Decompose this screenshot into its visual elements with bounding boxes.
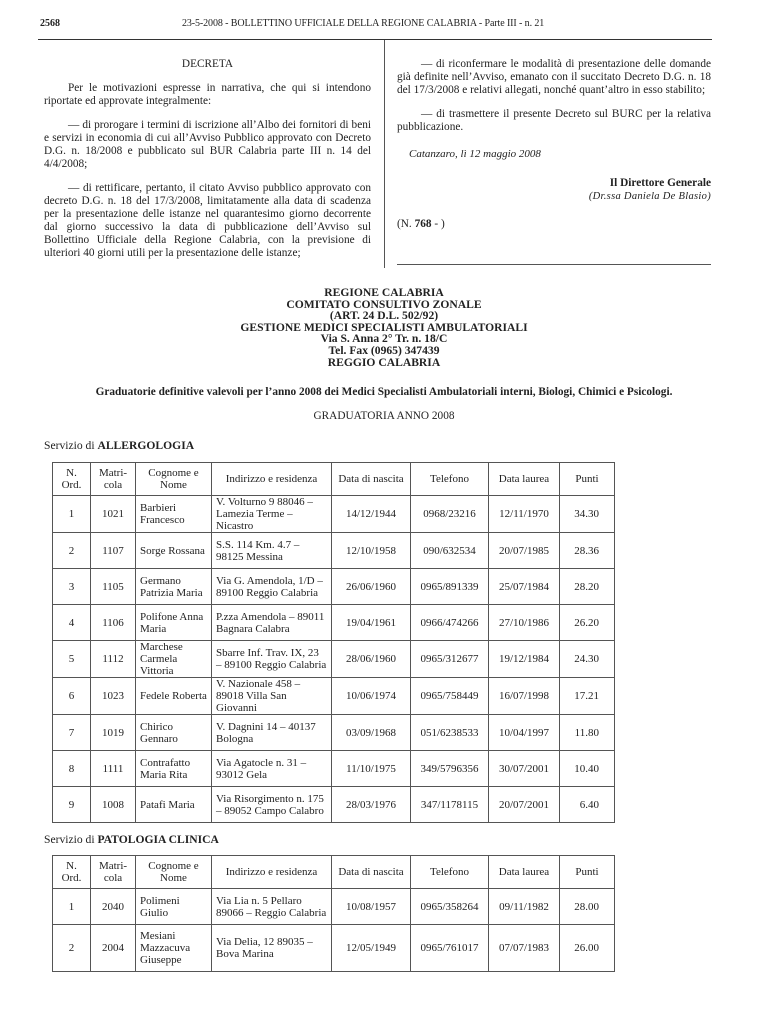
cell-nascita: 26/06/1960 bbox=[332, 569, 411, 605]
protocol-value: 768 bbox=[414, 218, 432, 230]
cell-indirizzo: Via Agatocle n. 31 – 93012 Gela bbox=[212, 751, 332, 787]
cell-laurea: 07/07/1983 bbox=[489, 925, 560, 972]
table-row bbox=[53, 715, 615, 751]
cell-indirizzo: Via G. Amendola, 1/D – 89100 Reggio Calabria bbox=[212, 569, 332, 605]
table-row bbox=[53, 751, 615, 787]
cell-punti: 34.30 bbox=[560, 496, 615, 533]
col-header-matricola: Matri- cola bbox=[91, 856, 136, 889]
cell-nome: Contrafatto Maria Rita bbox=[136, 751, 212, 787]
cell-nascita: 14/12/1944 bbox=[332, 496, 411, 533]
ranking-subtitle: GRADUATORIA ANNO 2008 bbox=[313, 410, 455, 422]
cell-nascita: 11/10/1975 bbox=[332, 751, 411, 787]
notice-line: Tel. Fax (0965) 347439 bbox=[328, 343, 440, 357]
service-label-allergologia bbox=[44, 439, 194, 452]
notice-line: REGIONE CALABRIA bbox=[324, 286, 444, 299]
cell-nome: Germano Patrizia Maria bbox=[136, 569, 212, 605]
ranking-table-patologia-clinica bbox=[52, 855, 615, 972]
cell-laurea: 20/07/2001 bbox=[489, 787, 560, 823]
cell-matricola: 1107 bbox=[91, 533, 136, 569]
cell-telefono: 347/1178115 bbox=[411, 787, 489, 823]
service-name: PATOLOGIA CLINICA bbox=[97, 833, 219, 846]
cell-matricola: 1112 bbox=[91, 641, 136, 678]
cell-nome: Chirico Gennaro bbox=[136, 715, 212, 751]
cell-indirizzo: V. Volturno 9 88046 – Lamezia Terme – Nicastro bbox=[212, 496, 332, 533]
decree-paragraph: — di trasmettere il presente Decreto sul BURC per la relativa pubblicazione. bbox=[397, 108, 711, 133]
cell-punti: 28.00 bbox=[560, 889, 615, 925]
place-date: Catanzaro, lì 12 maggio 2008 bbox=[409, 148, 541, 160]
decree-paragraph: Per le motivazioni espresse in narrativa, che qui si intendono riportate ed approvate integralmente: bbox=[44, 82, 371, 107]
cell-telefono: 349/5796356 bbox=[411, 751, 489, 787]
notice-line: (ART. 24 D.L. 502/92) bbox=[329, 309, 439, 323]
cell-laurea: 25/07/1984 bbox=[489, 569, 560, 605]
cell-ord: 1 bbox=[53, 496, 91, 533]
cell-matricola: 1021 bbox=[91, 496, 136, 533]
col-header-nome: Cognome e Nome bbox=[136, 463, 212, 496]
cell-nome: Polifone Anna Maria bbox=[136, 605, 212, 641]
table-header-row bbox=[53, 463, 615, 496]
cell-punti: 6.40 bbox=[560, 787, 615, 823]
cell-laurea: 19/12/1984 bbox=[489, 641, 560, 678]
cell-ord: 9 bbox=[53, 787, 91, 823]
cell-ord: 1 bbox=[53, 889, 91, 925]
notice-header-block bbox=[0, 287, 768, 368]
cell-matricola: 2004 bbox=[91, 925, 136, 972]
cell-laurea: 30/07/2001 bbox=[489, 751, 560, 787]
cell-telefono: 0965/761017 bbox=[411, 925, 489, 972]
cell-telefono: 0965/891339 bbox=[411, 569, 489, 605]
col-header-ord: N. Ord. bbox=[53, 856, 91, 889]
cell-matricola: 1019 bbox=[91, 715, 136, 751]
decree-paragraph: — di riconfermare le modalità di presentazione delle domande già definite nell’Avviso, emanato con il succitato Decreto D.G. n. 18 del 17/3/2008 e relativi allegati, nonché quant’altro in esso stabilito; bbox=[397, 58, 711, 96]
notice-line: GESTIONE MEDICI SPECIALISTI AMBULATORIALI bbox=[240, 320, 528, 334]
cell-ord: 8 bbox=[53, 751, 91, 787]
table-row bbox=[53, 533, 615, 569]
cell-telefono: 0965/758449 bbox=[411, 678, 489, 715]
decree-left-column bbox=[44, 58, 371, 271]
cell-indirizzo: V. Nazionale 458 – 89018 Villa San Giovanni bbox=[212, 678, 332, 715]
table-header-row bbox=[53, 856, 615, 889]
cell-laurea: 20/07/1985 bbox=[489, 533, 560, 569]
service-label-patologia-clinica bbox=[44, 833, 219, 846]
cell-ord: 6 bbox=[53, 678, 91, 715]
col-header-ord: N. Ord. bbox=[53, 463, 91, 496]
cell-ord: 7 bbox=[53, 715, 91, 751]
col-header-punti: Punti bbox=[560, 856, 615, 889]
page-number: 2568 bbox=[40, 18, 60, 29]
cell-matricola: 1023 bbox=[91, 678, 136, 715]
cell-laurea: 10/04/1997 bbox=[489, 715, 560, 751]
service-prefix: Servizio di bbox=[44, 439, 98, 452]
col-header-indirizzo: Indirizzo e residenza bbox=[212, 856, 332, 889]
cell-laurea: 12/11/1970 bbox=[489, 496, 560, 533]
col-header-punti: Punti bbox=[560, 463, 615, 496]
col-header-laurea: Data laurea bbox=[489, 463, 560, 496]
cell-matricola: 1008 bbox=[91, 787, 136, 823]
table-row bbox=[53, 889, 615, 925]
table-row bbox=[53, 787, 615, 823]
cell-punti: 10.40 bbox=[560, 751, 615, 787]
cell-matricola: 2040 bbox=[91, 889, 136, 925]
ranking-title: Graduatorie definitive valevoli per l’anno 2008 dei Medici Specialisti Ambulatoriali interni, Biologi, Chimici e Psicologi. bbox=[95, 386, 673, 398]
cell-telefono: 090/632534 bbox=[411, 533, 489, 569]
cell-punti: 26.20 bbox=[560, 605, 615, 641]
cell-ord: 3 bbox=[53, 569, 91, 605]
cell-matricola: 1106 bbox=[91, 605, 136, 641]
cell-nome: Barbieri Francesco bbox=[136, 496, 212, 533]
cell-ord: 2 bbox=[53, 925, 91, 972]
cell-punti: 28.20 bbox=[560, 569, 615, 605]
cell-ord: 2 bbox=[53, 533, 91, 569]
bulletin-header-title: 23-5-2008 - BOLLETTINO UFFICIALE DELLA REGIONE CALABRIA - Parte III - n. 21 bbox=[182, 18, 545, 29]
cell-nascita: 28/03/1976 bbox=[332, 787, 411, 823]
table-row bbox=[53, 605, 615, 641]
decree-paragraph: — di rettificare, pertanto, il citato Avviso pubblico approvato con decreto D.G. n. 18 del 17/3/2008, limitatamente alla data di scadenza per la presentazione delle istanze nel quarantesimo giorno decorrente dal giorno successivo la data di pubblicazione dell’Avviso sul Bollettino Ufficiale della Regione Calabria, con la previsione di ulteriori 40 giorni utili per la presentazione delle istanze; bbox=[44, 182, 371, 259]
cell-nome: Patafi Maria bbox=[136, 787, 212, 823]
col-header-nome: Cognome e Nome bbox=[136, 856, 212, 889]
cell-telefono: 0965/312677 bbox=[411, 641, 489, 678]
cell-laurea: 16/07/1998 bbox=[489, 678, 560, 715]
cell-matricola: 1105 bbox=[91, 569, 136, 605]
cell-telefono: 051/6238533 bbox=[411, 715, 489, 751]
cell-nascita: 12/05/1949 bbox=[332, 925, 411, 972]
section-end-rule bbox=[397, 264, 711, 265]
cell-laurea: 27/10/1986 bbox=[489, 605, 560, 641]
decree-paragraph: — di prorogare i termini di iscrizione all’Albo dei fornitori di beni e servizi in economia di cui all’Avviso Pubblico approvato con Decreto D.G. n. 18/2008 e pubblicato sul BUR Calabria parte III n. 14 del 4/4/2008; bbox=[44, 119, 371, 170]
protocol-prefix: (N. bbox=[397, 218, 415, 230]
cell-nascita: 03/09/1968 bbox=[332, 715, 411, 751]
cell-nascita: 10/06/1974 bbox=[332, 678, 411, 715]
col-header-matricola: Matri- cola bbox=[91, 463, 136, 496]
cell-telefono: 0968/23216 bbox=[411, 496, 489, 533]
signer-name: (Dr.ssa Daniela De Blasio) bbox=[588, 191, 711, 202]
col-header-nascita: Data di nascita bbox=[332, 856, 411, 889]
ranking-table-allergologia bbox=[52, 462, 615, 823]
col-header-telefono: Telefono bbox=[411, 463, 489, 496]
cell-indirizzo: S.S. 114 Km. 4.7 – 98125 Messina bbox=[212, 533, 332, 569]
cell-nascita: 10/08/1957 bbox=[332, 889, 411, 925]
cell-laurea: 09/11/1982 bbox=[489, 889, 560, 925]
cell-nome: Polimeni Giulio bbox=[136, 889, 212, 925]
cell-ord: 5 bbox=[53, 641, 91, 678]
notice-line: COMITATO CONSULTIVO ZONALE bbox=[286, 297, 482, 311]
table-row bbox=[53, 496, 615, 533]
col-header-telefono: Telefono bbox=[411, 856, 489, 889]
protocol-suffix: - ) bbox=[431, 218, 445, 230]
cell-punti: 11.80 bbox=[560, 715, 615, 751]
cell-matricola: 1111 bbox=[91, 751, 136, 787]
decree-right-column bbox=[397, 58, 711, 242]
cell-indirizzo: Via Risorgimento n. 175 – 89052 Campo Calabro bbox=[212, 787, 332, 823]
col-header-nascita: Data di nascita bbox=[332, 463, 411, 496]
cell-indirizzo: P.zza Amendola – 89011 Bagnara Calabra bbox=[212, 605, 332, 641]
cell-punti: 24.30 bbox=[560, 641, 615, 678]
cell-indirizzo: Sbarre Inf. Trav. IX, 23 – 89100 Reggio Calabria bbox=[212, 641, 332, 678]
notice-line: Via S. Anna 2° Tr. n. 18/C bbox=[320, 332, 448, 346]
protocol-number bbox=[397, 218, 711, 231]
cell-punti: 26.00 bbox=[560, 925, 615, 972]
cell-nome: Marchese Carmela Vittoria bbox=[136, 641, 212, 678]
cell-indirizzo: Via Delia, 12 89035 – Bova Marina bbox=[212, 925, 332, 972]
cell-nascita: 28/06/1960 bbox=[332, 641, 411, 678]
cell-nome: Fedele Roberta bbox=[136, 678, 212, 715]
cell-ord: 4 bbox=[53, 605, 91, 641]
table-row bbox=[53, 641, 615, 678]
cell-telefono: 0965/358264 bbox=[411, 889, 489, 925]
decree-heading: DECRETA bbox=[181, 58, 234, 70]
table-row bbox=[53, 569, 615, 605]
cell-indirizzo: Via Lia n. 5 Pellaro 89066 – Reggio Calabria bbox=[212, 889, 332, 925]
col-header-laurea: Data laurea bbox=[489, 856, 560, 889]
column-divider bbox=[384, 40, 385, 268]
service-name: ALLERGOLOGIA bbox=[97, 439, 195, 452]
cell-nascita: 19/04/1961 bbox=[332, 605, 411, 641]
cell-nascita: 12/10/1958 bbox=[332, 533, 411, 569]
cell-telefono: 0966/474266 bbox=[411, 605, 489, 641]
service-prefix: Servizio di bbox=[44, 833, 98, 846]
notice-line: REGGIO CALABRIA bbox=[327, 355, 441, 369]
cell-punti: 17.21 bbox=[560, 678, 615, 715]
cell-nome: Mesiani Mazzacuva Giuseppe bbox=[136, 925, 212, 972]
header-divider bbox=[38, 39, 712, 40]
table-row bbox=[53, 678, 615, 715]
table-row bbox=[53, 925, 615, 972]
cell-punti: 28.36 bbox=[560, 533, 615, 569]
cell-nome: Sorge Rossana bbox=[136, 533, 212, 569]
cell-indirizzo: V. Dagnini 14 – 40137 Bologna bbox=[212, 715, 332, 751]
col-header-indirizzo: Indirizzo e residenza bbox=[212, 463, 332, 496]
signer-title: Il Direttore Generale bbox=[609, 177, 711, 189]
